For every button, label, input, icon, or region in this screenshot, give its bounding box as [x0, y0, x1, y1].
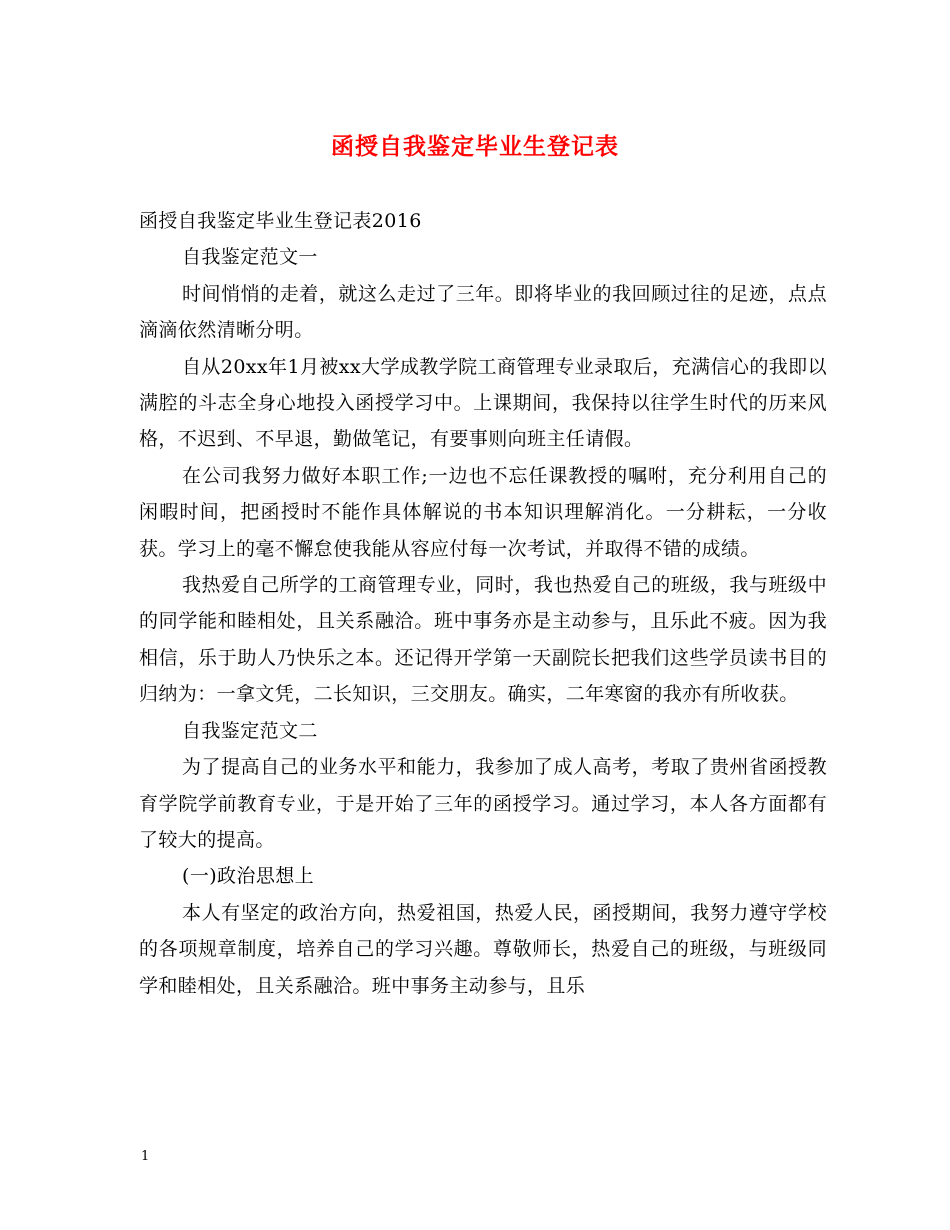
body-paragraph: 本人有坚定的政治方向，热爱祖国，热爱人民，函授期间，我努力遵守学校的各项规章制度，培养自己的学习兴趣。尊敬师长，热爱自己的班级，与班级同学和睦相处，且关系融洽。班中事务主动参与，且乐: [139, 901, 827, 997]
section-heading-sample-one: 自我鉴定范文一: [182, 246, 318, 269]
section-heading-sample-two: 自我鉴定范文二: [182, 719, 318, 742]
page-number: 1: [141, 1149, 150, 1164]
body-paragraph: 为了提高自己的业务水平和能力，我参加了成人高考，考取了贵州省函授教育学院学前教育专业，于是开始了三年的函授学习。通过学习，本人各方面都有了较大的提高。: [139, 756, 827, 851]
subtitle-paragraph: 函授自我鉴定毕业生登记表2016: [139, 210, 422, 232]
document-body: [139, 203, 827, 1004]
body-paragraph: 在公司我努力做好本职工作;一边也不忘任课教授的嘱咐，充分利用自己的闲暇时间，把函授时不能作具体解说的书本知识理解消化。一分耕耘，一分收获。学习上的毫不懈怠使我能从容应付每一次考试，并取得不错的成绩。: [139, 464, 827, 560]
body-paragraph: 自从20xx年1月被xx大学成教学院工商管理专业录取后，充满信心的我即以满腔的斗志全身心地投入函授学习中。上课期间，我保持以往学生时代的历来风格，不迟到、不早退，勤做笔记，有要事则向班主任请假。: [139, 355, 827, 451]
body-paragraph: 时间悄悄的走着，就这么走过了三年。即将毕业的我回顾过往的足迹，点点滴滴依然清晰分明。: [139, 282, 827, 342]
document-title: 函授自我鉴定毕业生登记表: [331, 133, 619, 160]
body-paragraph: 我热爱自己所学的工商管理专业，同时，我也热爱自己的班级，我与班级中的同学能和睦相处，且关系融洽。班中事务亦是主动参与，且乐此不疲。因为我相信，乐于助人乃快乐之本。还记得开学第一天副院长把我们这些学员读书目的归纳为：一拿文凭，二长知识，三交朋友。确实，二年寒窗的我亦有所收获。: [139, 574, 827, 706]
subsection-heading: (一)政治思想上: [182, 865, 315, 888]
